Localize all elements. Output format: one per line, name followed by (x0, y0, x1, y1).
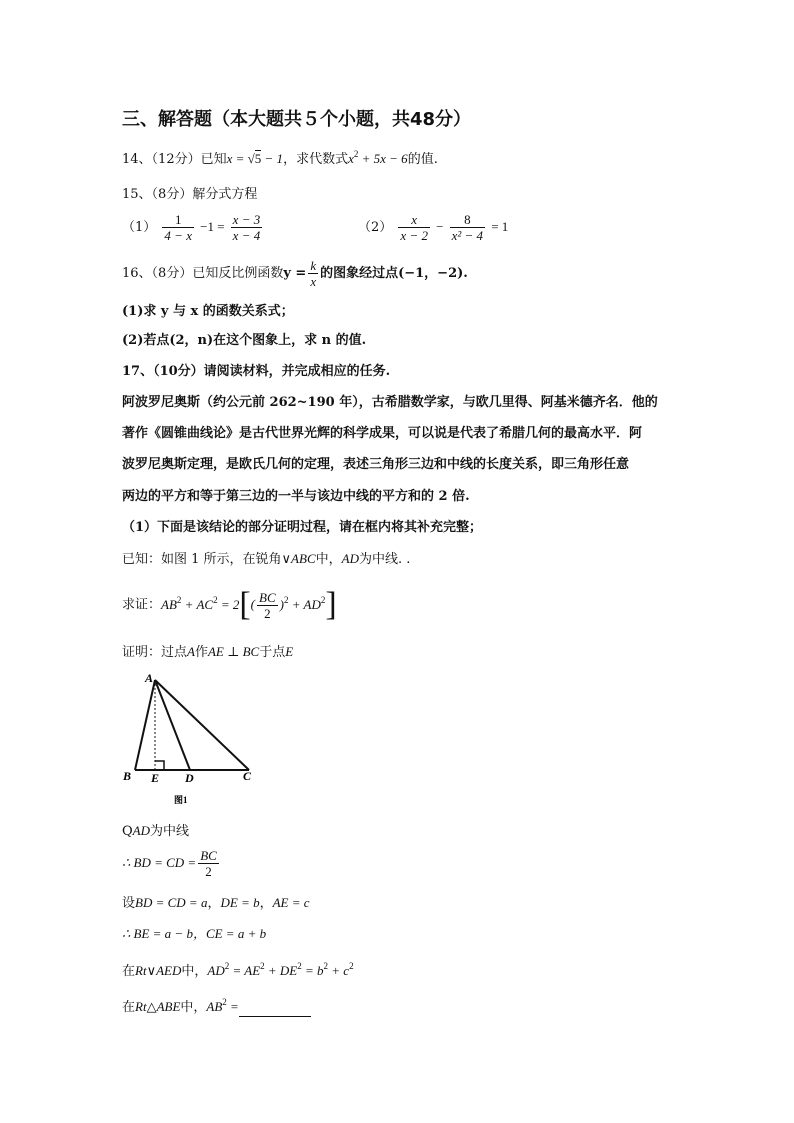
s5-triangle: Rt∨AED (135, 963, 182, 978)
q17-given (122, 550, 410, 569)
q15-p1-mid: −1 = (200, 219, 225, 234)
question-16 (122, 258, 468, 289)
given-ad: AD (341, 551, 359, 566)
q16-fraction: $\frac{k}{x}$ (310, 258, 317, 289)
s6-mid: 中， (180, 1000, 207, 1015)
prove-lead: 求证： (122, 597, 162, 613)
q15-p1-fraction1: $\frac{1}{4 - x}$ (164, 212, 192, 243)
side-ac (155, 680, 249, 770)
q16-y-eq: y = (283, 266, 307, 281)
right-angle-mark (155, 761, 164, 770)
proof-point-a: A (187, 644, 195, 659)
s2-fraction: $\frac{BC}{2}$ (200, 848, 217, 879)
q15-p2-minus: − (436, 219, 444, 234)
figure-caption: 图1 (174, 795, 188, 805)
q14-expression: $x^2 + 5x - 6$ (348, 149, 408, 166)
proof-lead: 证明：过点 (122, 645, 188, 660)
q17-para2: 著作《圆锥曲线论》是古代世界光辉的科学成果，可以说是代表了希腊几何的最高水平．阿 (122, 426, 643, 441)
s3-c: AE = c (272, 895, 310, 910)
side-ab (135, 680, 155, 770)
median-ad (155, 680, 190, 770)
q16-tail: 的图象经过点(−1，−2). (320, 266, 468, 281)
right-bracket: ] (325, 586, 337, 623)
q15-p1-fraction2: $\frac{x - 3}{x - 4}$ (232, 212, 261, 243)
prove-fraction: $\frac{BC}{2}$ (259, 589, 276, 621)
s3-b: DE = b (220, 895, 260, 910)
s3-lead: 设 (122, 896, 136, 911)
s6-equation: $AB^2$ = (206, 997, 239, 1014)
q15-p2-end: = 1 (491, 219, 509, 234)
q17-prove: 求证：$AB^2 + AC^2 = 2$[( $\frac{BC}{2}$ )$^2 + AD^2$] (122, 586, 337, 623)
proof-step-3: 设BD = CD = a，DE = b，AE = c (122, 895, 310, 911)
q16-sub1: (1)求 y 与 x 的函数关系式； (122, 304, 294, 319)
s5-mid: 中， (181, 964, 208, 979)
given-mid: 中， (315, 552, 342, 567)
question-14 (122, 150, 438, 169)
label-a: A (145, 671, 154, 685)
answer-blank[interactable] (239, 1002, 311, 1017)
q17-para3: 波罗尼奥斯定理，是欧氏几何的定理，表述三角形三边和中线的长度关系，即三角形任意 (122, 457, 630, 472)
s1-tail: 为中线 (150, 824, 190, 839)
figure-1-triangle (118, 670, 263, 810)
label-b: B (123, 769, 132, 783)
left-bracket: [ (239, 586, 251, 623)
given-triangle: ∨ABC (281, 551, 316, 566)
proof-step-2 (122, 848, 221, 879)
s5-equation: $AD^2 = AE^2 + DE^2 = b^2 + c^2$ (207, 961, 354, 978)
q17-proof-intro (122, 643, 293, 662)
proof-perp: AE ⊥ BC (207, 644, 260, 659)
q17-para1: 阿波罗尼奥斯（约公元前 262~190 年），古希腊数学家，与欧几里得、阿基米德齐名．他的 (122, 395, 658, 410)
section-title: 三、解答题（本大题共５个小题，共48分） (122, 109, 472, 130)
proof-point-e: E (285, 644, 294, 659)
s5-lead: 在 (122, 964, 136, 979)
label-c: C (243, 769, 252, 783)
proof-step-4: ∴ BE = a − b，CE = a + b (122, 926, 267, 941)
s2-lhs: ∴ BD = CD = (122, 855, 197, 870)
q15-p2-fraction2: $\frac{8}{\text{x² − 4}}$ (451, 212, 484, 243)
s3-a: BD = CD = a (135, 895, 208, 910)
s6-triangle: Rt△ABE (135, 999, 181, 1014)
q15-part2 (358, 212, 508, 243)
s1-ad: AD (132, 823, 151, 838)
q16-lead: 16、（8分）已知反比例函数 (122, 266, 284, 281)
q17-task1: （1）下面是该结论的部分证明过程，请在框内将其补充完整； (122, 520, 483, 535)
label-e: E (151, 771, 160, 785)
prove-tail: )$^2 + AD^2$ (279, 594, 326, 612)
q17-head: 17、（10分）请阅读材料，并完成相应的任务. (122, 364, 391, 379)
given-lead: 已知：如图 1 所示，在锐角 (122, 552, 282, 567)
proof-mid2: 于点 (259, 645, 286, 660)
given-tail: 为中线. . (358, 552, 411, 567)
q15-part1 (122, 212, 264, 243)
proof-step-5 (122, 962, 354, 981)
proof-step-6 (122, 998, 311, 1017)
s1-symbol: Q (122, 824, 133, 839)
q15-p2-fraction1: $\frac{x}{x - 2}$ (400, 212, 428, 243)
q17-para4: 两边的平方和等于第三边的一半与该边中线的平方和的 2 倍. (122, 489, 470, 504)
proof-mid: 作 (194, 645, 208, 660)
s6-lead: 在 (122, 1000, 136, 1015)
q14-tail: 的值. (407, 152, 438, 167)
q14-lead: 14、（12分）已知 (122, 152, 227, 167)
q15-p2-label: （2） (358, 220, 393, 235)
proof-step-1 (122, 822, 189, 841)
prove-lhs: $AB^2 + AC^2 = 2$ (161, 594, 240, 612)
q15-head: 15、（8分）解分式方程 (122, 187, 258, 202)
q15-p1-label: （1） (122, 220, 157, 235)
label-d: D (185, 771, 194, 785)
q14-x-value: x = √5 − 1 (226, 151, 284, 166)
q16-sub2: (2)若点(2，n)在这个图象上，求 n 的值. (122, 333, 367, 348)
q14-mid: ，求代数式 (283, 152, 349, 167)
